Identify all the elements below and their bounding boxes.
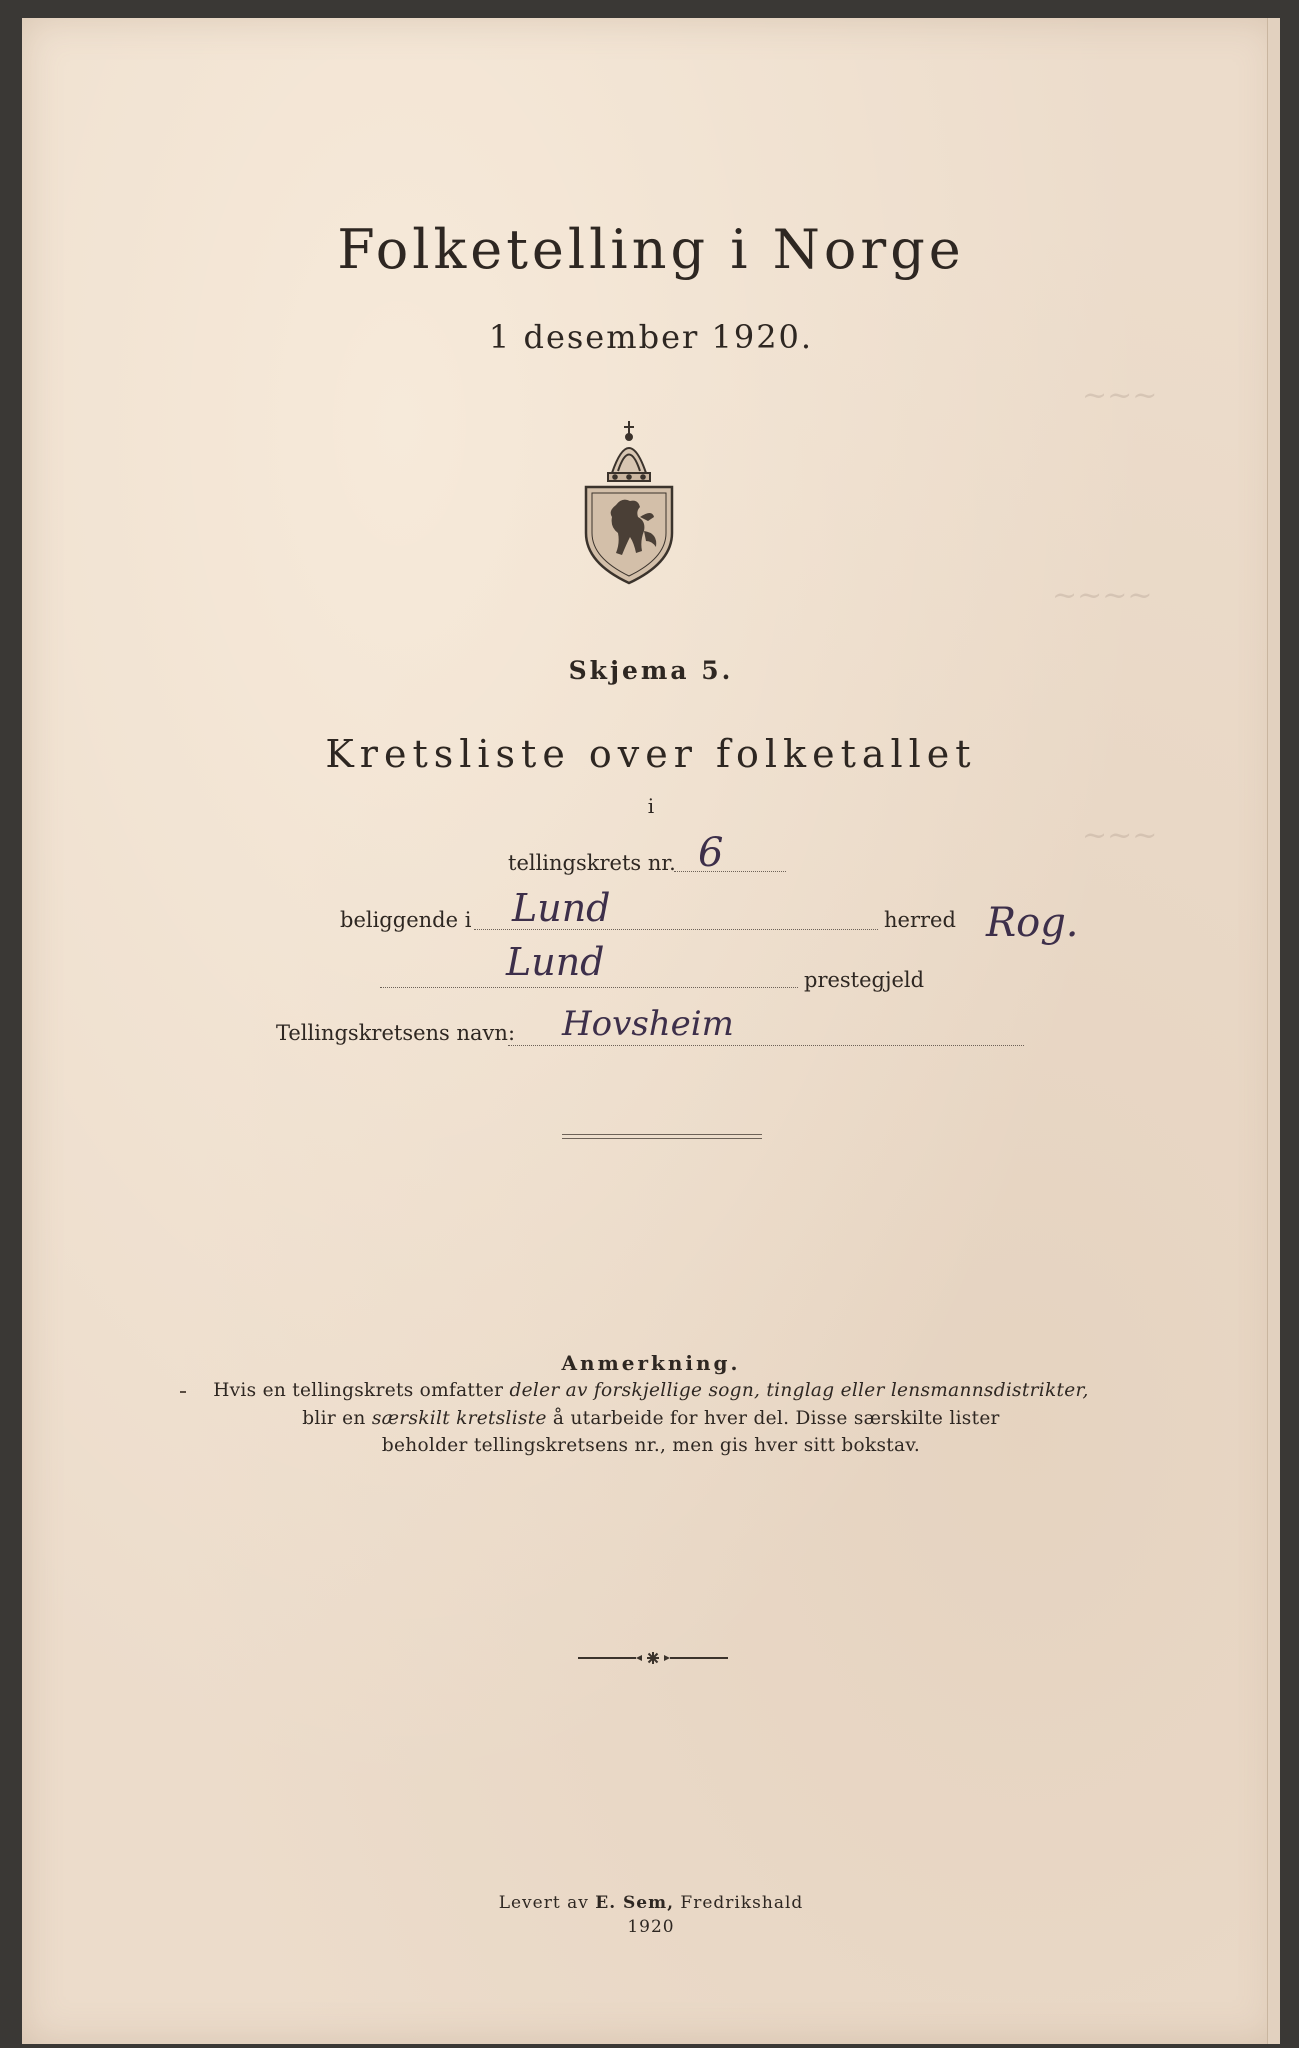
note-line-2-text-a: blir en (302, 1408, 372, 1429)
decorative-ornament-icon (578, 1651, 728, 1665)
document-title: Folketelling i Norge (337, 218, 965, 281)
printer-name: E. Sem, (595, 1893, 675, 1913)
prestegjeld-dotline (380, 987, 798, 988)
note-line-2-italic: særskilt kretsliste (371, 1408, 547, 1429)
krets-navn-dotline (508, 1045, 1024, 1046)
divider-rule (562, 1134, 762, 1139)
krets-navn-value-handwritten: Hovsheim (562, 1004, 734, 1044)
norwegian-coat-of-arms-icon (582, 413, 676, 585)
prestegjeld-value-handwritten: Lund (506, 940, 605, 984)
note-line-3: beholder tellingskretsens nr., men gis hver sitt bokstav. (381, 1435, 921, 1456)
beliggende-label: beliggende i (340, 908, 472, 932)
beliggende-value-handwritten: Lund (512, 886, 611, 930)
herred-suffix-handwritten: Rog. (986, 900, 1079, 946)
bleed-through-mark: ~~~ (1082, 378, 1158, 413)
note-line-1 (22, 1380, 1280, 1401)
krets-navn-label: Tellingskretsens navn: (276, 1021, 516, 1045)
prestegjeld-label: prestegjeld (804, 968, 925, 992)
bleed-through-mark: ~~~ (1082, 818, 1158, 853)
tellingskrets-number-handwritten: 6 (698, 830, 724, 876)
printer-year: 1920 (627, 1917, 675, 1937)
bleed-through-mark: ~~~~ (1052, 578, 1153, 613)
note-line-1-text: Hvis en tellingskrets omfatter (213, 1380, 510, 1401)
form-heading: Kretsliste over folketallet (325, 732, 977, 776)
note-heading: Anmerkning. (561, 1351, 741, 1375)
note-line-1-italic: deler av forskjellige sogn, tinglag eller lensmannsdistrikter, (509, 1380, 1089, 1401)
printer-text-a: Levert av (498, 1893, 596, 1913)
note-line-2 (22, 1408, 1280, 1429)
document-date: 1 desember 1920. (488, 318, 814, 356)
census-form-page (22, 18, 1280, 2044)
herred-label: herred (884, 908, 956, 932)
heading-connector: i (647, 794, 655, 818)
form-number: Skjema 5. (568, 656, 734, 685)
printer-imprint (22, 1893, 1280, 1913)
tellingskrets-label: tellingskrets nr. (508, 851, 676, 875)
note-line-2-text-c: å utarbeide for hver del. Disse særskilte lister (546, 1408, 1000, 1429)
printer-place: Fredrikshald (674, 1893, 804, 1913)
tellingskrets-dotline (674, 871, 786, 872)
